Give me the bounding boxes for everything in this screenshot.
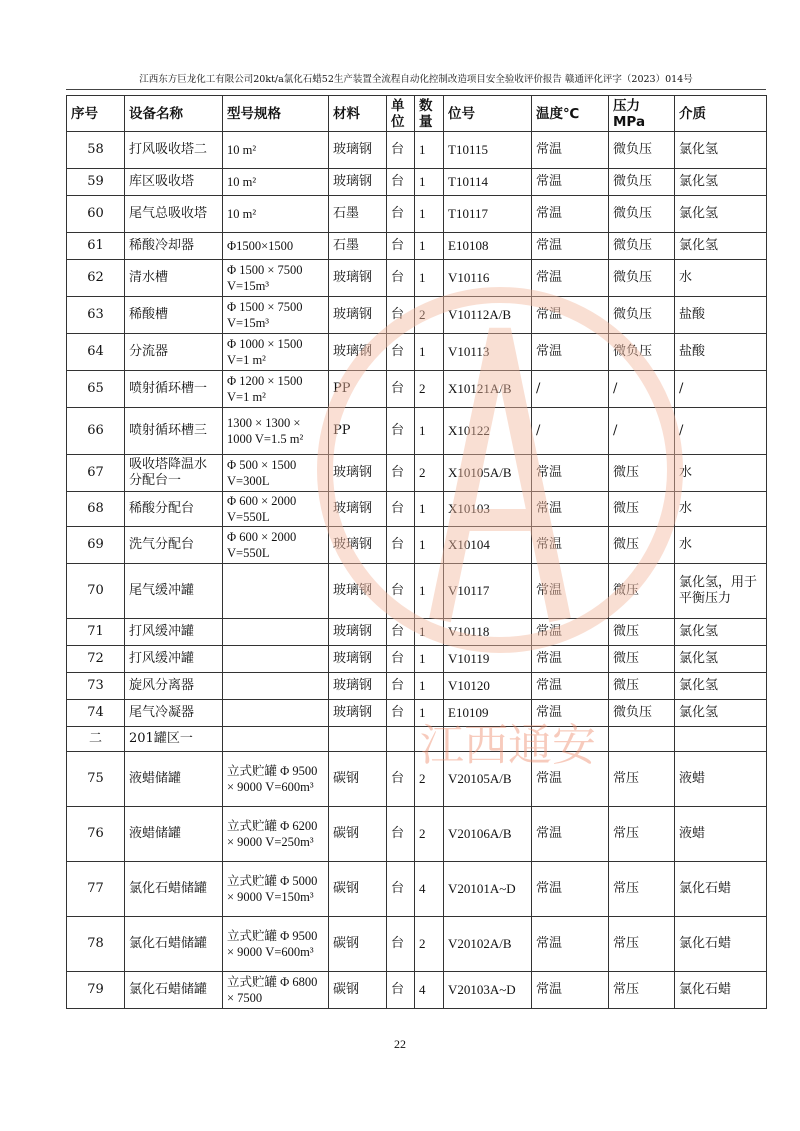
cell-material: 玻璃钢 <box>329 492 387 527</box>
cell-pressure: 微负压 <box>609 233 675 260</box>
cell-no: 76 <box>67 807 125 862</box>
cell-unit: 台 <box>387 169 415 196</box>
cell-tag: V20102A/B <box>444 917 532 972</box>
cell-spec <box>223 727 329 752</box>
table-row <box>67 334 767 371</box>
cell-name: 洗气分配台 <box>125 527 223 564</box>
cell-temp: 常温 <box>532 260 609 297</box>
cell-unit: 台 <box>387 619 415 646</box>
cell-unit: 台 <box>387 260 415 297</box>
cell-material: 玻璃钢 <box>329 619 387 646</box>
cell-spec: 10 m² <box>223 132 329 169</box>
cell-medium: 氯化氢 <box>675 673 767 700</box>
cell-no: 78 <box>67 917 125 972</box>
cell-no: 66 <box>67 408 125 455</box>
cell-spec <box>223 700 329 727</box>
cell-name: 打风吸收塔二 <box>125 132 223 169</box>
cell-qty: 1 <box>415 700 444 727</box>
cell-temp: 常温 <box>532 673 609 700</box>
cell-medium: 盐酸 <box>675 334 767 371</box>
cell-pressure: 微负压 <box>609 260 675 297</box>
cell-name: 氯化石蜡储罐 <box>125 972 223 1009</box>
cell-medium: 水 <box>675 527 767 564</box>
cell-name: 稀酸冷却器 <box>125 233 223 260</box>
cell-spec: Φ1500×1500 <box>223 233 329 260</box>
cell-pressure: 微压 <box>609 619 675 646</box>
cell-no: 62 <box>67 260 125 297</box>
cell-medium: 氯化氢 <box>675 132 767 169</box>
cell-unit: 台 <box>387 455 415 492</box>
cell-material: PP <box>329 371 387 408</box>
cell-tag: V10113 <box>444 334 532 371</box>
cell-unit: 台 <box>387 492 415 527</box>
cell-tag: V10117 <box>444 564 532 619</box>
cell-spec: 1300 × 1300 × 1000 V=1.5 m² <box>223 408 329 455</box>
cell-temp: 常温 <box>532 455 609 492</box>
cell-unit: 台 <box>387 807 415 862</box>
cell-material: 碳钢 <box>329 807 387 862</box>
cell-qty <box>415 727 444 752</box>
cell-no: 74 <box>67 700 125 727</box>
cell-no: 59 <box>67 169 125 196</box>
cell-temp: / <box>532 408 609 455</box>
cell-spec <box>223 646 329 673</box>
cell-spec: Φ 600 × 2000 V=550L <box>223 492 329 527</box>
cell-medium: 液蜡 <box>675 807 767 862</box>
table-row <box>67 233 767 260</box>
cell-pressure: 微负压 <box>609 169 675 196</box>
cell-tag: X10103 <box>444 492 532 527</box>
cell-name: 稀酸槽 <box>125 297 223 334</box>
cell-material: 石墨 <box>329 196 387 233</box>
cell-no: 72 <box>67 646 125 673</box>
cell-no: 73 <box>67 673 125 700</box>
cell-unit: 台 <box>387 673 415 700</box>
cell-temp: 常温 <box>532 334 609 371</box>
table-row <box>67 408 767 455</box>
cell-no: 60 <box>67 196 125 233</box>
table-row <box>67 727 767 752</box>
cell-tag: V10120 <box>444 673 532 700</box>
cell-tag: X10121A/B <box>444 371 532 408</box>
col-header-spec: 型号规格 <box>223 96 329 132</box>
cell-pressure: / <box>609 408 675 455</box>
cell-no: 63 <box>67 297 125 334</box>
cell-unit <box>387 727 415 752</box>
cell-material: PP <box>329 408 387 455</box>
cell-pressure: 常压 <box>609 917 675 972</box>
table-row <box>67 673 767 700</box>
col-header-unit: 单位 <box>387 96 415 132</box>
cell-spec <box>223 564 329 619</box>
cell-material: 玻璃钢 <box>329 169 387 196</box>
table-row <box>67 619 767 646</box>
cell-material: 玻璃钢 <box>329 527 387 564</box>
cell-pressure: / <box>609 371 675 408</box>
col-header-temp: 温度℃ <box>532 96 609 132</box>
cell-qty: 1 <box>415 408 444 455</box>
table-row <box>67 260 767 297</box>
cell-name: 喷射循环槽一 <box>125 371 223 408</box>
cell-temp: 常温 <box>532 807 609 862</box>
cell-pressure: 微压 <box>609 646 675 673</box>
table-row <box>67 752 767 807</box>
cell-medium: / <box>675 371 767 408</box>
cell-qty: 2 <box>415 371 444 408</box>
cell-material: 玻璃钢 <box>329 455 387 492</box>
cell-medium: 氯化氢 <box>675 646 767 673</box>
cell-temp: 常温 <box>532 196 609 233</box>
cell-temp: 常温 <box>532 233 609 260</box>
col-header-no: 序号 <box>67 96 125 132</box>
cell-material: 玻璃钢 <box>329 260 387 297</box>
cell-qty: 1 <box>415 169 444 196</box>
cell-material: 玻璃钢 <box>329 297 387 334</box>
table-header-row <box>67 96 767 132</box>
cell-medium: 氯化石蜡 <box>675 862 767 917</box>
cell-unit: 台 <box>387 564 415 619</box>
cell-pressure: 微负压 <box>609 196 675 233</box>
cell-medium: 氯化石蜡 <box>675 972 767 1009</box>
table-row <box>67 455 767 492</box>
cell-pressure: 常压 <box>609 752 675 807</box>
cell-name: 清水槽 <box>125 260 223 297</box>
cell-no: 二 <box>67 727 125 752</box>
cell-material: 碳钢 <box>329 917 387 972</box>
cell-temp: 常温 <box>532 527 609 564</box>
cell-temp: 常温 <box>532 752 609 807</box>
cell-tag: T10114 <box>444 169 532 196</box>
cell-temp: 常温 <box>532 564 609 619</box>
cell-material: 石墨 <box>329 233 387 260</box>
cell-material <box>329 727 387 752</box>
cell-no: 58 <box>67 132 125 169</box>
cell-pressure: 常压 <box>609 862 675 917</box>
col-header-medium: 介质 <box>675 96 767 132</box>
cell-name: 液蜡储罐 <box>125 807 223 862</box>
cell-material: 玻璃钢 <box>329 700 387 727</box>
cell-name: 打风缓冲罐 <box>125 646 223 673</box>
watermark-text: 江西通安 <box>420 720 596 771</box>
table-row <box>67 196 767 233</box>
cell-spec: 10 m² <box>223 169 329 196</box>
cell-qty: 1 <box>415 673 444 700</box>
cell-material: 玻璃钢 <box>329 673 387 700</box>
cell-tag: V10119 <box>444 646 532 673</box>
table-row <box>67 371 767 408</box>
col-header-name: 设备名称 <box>125 96 223 132</box>
cell-material: 碳钢 <box>329 972 387 1009</box>
cell-qty: 1 <box>415 334 444 371</box>
cell-tag: X10105A/B <box>444 455 532 492</box>
cell-material: 玻璃钢 <box>329 646 387 673</box>
cell-no: 77 <box>67 862 125 917</box>
cell-qty: 4 <box>415 862 444 917</box>
table-row <box>67 807 767 862</box>
col-header-material: 材料 <box>329 96 387 132</box>
col-header-tag: 位号 <box>444 96 532 132</box>
cell-spec: Φ 1500 × 7500 V=15m³ <box>223 297 329 334</box>
cell-tag: V20101A~D <box>444 862 532 917</box>
cell-tag: V20103A~D <box>444 972 532 1009</box>
cell-qty: 1 <box>415 132 444 169</box>
cell-tag: X10104 <box>444 527 532 564</box>
cell-unit: 台 <box>387 752 415 807</box>
cell-unit: 台 <box>387 334 415 371</box>
cell-material: 玻璃钢 <box>329 132 387 169</box>
cell-unit: 台 <box>387 646 415 673</box>
cell-pressure: 微负压 <box>609 132 675 169</box>
cell-medium: 氯化氢 <box>675 196 767 233</box>
cell-no: 79 <box>67 972 125 1009</box>
cell-unit: 台 <box>387 408 415 455</box>
cell-tag: V10118 <box>444 619 532 646</box>
cell-no: 65 <box>67 371 125 408</box>
cell-tag: T10117 <box>444 196 532 233</box>
table-row <box>67 646 767 673</box>
cell-pressure: 微负压 <box>609 334 675 371</box>
cell-name: 喷射循环槽三 <box>125 408 223 455</box>
cell-no: 71 <box>67 619 125 646</box>
cell-no: 70 <box>67 564 125 619</box>
cell-no: 75 <box>67 752 125 807</box>
cell-material: 碳钢 <box>329 862 387 917</box>
cell-spec: 立式贮罐 Φ 9500 × 9000 V=600m³ <box>223 917 329 972</box>
table-row <box>67 917 767 972</box>
table-row <box>67 169 767 196</box>
table-row <box>67 527 767 564</box>
cell-unit: 台 <box>387 371 415 408</box>
cell-temp: 常温 <box>532 972 609 1009</box>
cell-tag: X10122 <box>444 408 532 455</box>
cell-temp: 常温 <box>532 646 609 673</box>
cell-qty: 2 <box>415 807 444 862</box>
table-row <box>67 862 767 917</box>
cell-medium: 水 <box>675 455 767 492</box>
cell-medium: 液蜡 <box>675 752 767 807</box>
cell-spec: 立式贮罐 Φ 9500 × 9000 V=600m³ <box>223 752 329 807</box>
cell-qty: 1 <box>415 564 444 619</box>
page-number: 22 <box>394 1037 406 1051</box>
cell-medium: / <box>675 408 767 455</box>
cell-name: 旋风分离器 <box>125 673 223 700</box>
cell-tag: T10115 <box>444 132 532 169</box>
cell-name: 尾气缓冲罐 <box>125 564 223 619</box>
cell-qty: 1 <box>415 492 444 527</box>
cell-spec: Φ 1000 × 1500 V=1 m² <box>223 334 329 371</box>
cell-medium: 氯化石蜡 <box>675 917 767 972</box>
cell-name: 氯化石蜡储罐 <box>125 862 223 917</box>
cell-spec: 10 m² <box>223 196 329 233</box>
cell-qty: 2 <box>415 455 444 492</box>
cell-temp: 常温 <box>532 132 609 169</box>
cell-name: 吸收塔降温水分配台一 <box>125 455 223 492</box>
cell-qty: 1 <box>415 260 444 297</box>
equipment-table <box>66 95 767 1009</box>
cell-medium: 水 <box>675 492 767 527</box>
cell-pressure <box>609 727 675 752</box>
col-header-qty: 数量 <box>415 96 444 132</box>
cell-no: 61 <box>67 233 125 260</box>
cell-tag <box>444 727 532 752</box>
cell-spec: Φ 1200 × 1500 V=1 m² <box>223 371 329 408</box>
cell-pressure: 微压 <box>609 673 675 700</box>
cell-material: 玻璃钢 <box>329 564 387 619</box>
table-row <box>67 132 767 169</box>
cell-pressure: 微压 <box>609 564 675 619</box>
cell-spec <box>223 673 329 700</box>
cell-pressure: 微压 <box>609 527 675 564</box>
cell-name: 打风缓冲罐 <box>125 619 223 646</box>
cell-unit: 台 <box>387 132 415 169</box>
cell-qty: 2 <box>415 297 444 334</box>
cell-medium: 氯化氢 <box>675 233 767 260</box>
cell-qty: 1 <box>415 196 444 233</box>
cell-temp: 常温 <box>532 700 609 727</box>
cell-temp: 常温 <box>532 297 609 334</box>
cell-tag: V10112A/B <box>444 297 532 334</box>
cell-spec: Φ 600 × 2000 V=550L <box>223 527 329 564</box>
cell-unit: 台 <box>387 233 415 260</box>
cell-name: 201罐区一 <box>125 727 223 752</box>
table-row <box>67 972 767 1009</box>
cell-qty: 1 <box>415 233 444 260</box>
cell-name: 尾气总吸收塔 <box>125 196 223 233</box>
cell-spec: Φ 500 × 1500 V=300L <box>223 455 329 492</box>
table-row <box>67 564 767 619</box>
cell-material: 碳钢 <box>329 752 387 807</box>
cell-medium: 氯化氢，用于平衡压力 <box>675 564 767 619</box>
cell-temp <box>532 727 609 752</box>
cell-name: 氯化石蜡储罐 <box>125 917 223 972</box>
cell-name: 稀酸分配台 <box>125 492 223 527</box>
cell-name: 液蜡储罐 <box>125 752 223 807</box>
cell-temp: 常温 <box>532 492 609 527</box>
cell-name: 尾气冷凝器 <box>125 700 223 727</box>
cell-temp: 常温 <box>532 862 609 917</box>
cell-medium: 氯化氢 <box>675 169 767 196</box>
cell-temp: 常温 <box>532 619 609 646</box>
cell-pressure: 微压 <box>609 492 675 527</box>
cell-qty: 1 <box>415 527 444 564</box>
cell-spec: Φ 1500 × 7500 V=15m³ <box>223 260 329 297</box>
cell-material: 玻璃钢 <box>329 334 387 371</box>
cell-name: 库区吸收塔 <box>125 169 223 196</box>
cell-unit: 台 <box>387 862 415 917</box>
cell-qty: 1 <box>415 646 444 673</box>
cell-spec <box>223 619 329 646</box>
cell-tag: V10116 <box>444 260 532 297</box>
cell-qty: 1 <box>415 619 444 646</box>
table-row <box>67 700 767 727</box>
cell-tag: V20106A/B <box>444 807 532 862</box>
cell-no: 67 <box>67 455 125 492</box>
cell-unit: 台 <box>387 917 415 972</box>
cell-no: 68 <box>67 492 125 527</box>
cell-qty: 2 <box>415 917 444 972</box>
table-row <box>67 297 767 334</box>
table-row <box>67 492 767 527</box>
cell-tag: E10109 <box>444 700 532 727</box>
cell-unit: 台 <box>387 527 415 564</box>
cell-spec: 立式贮罐 Φ 6200 × 9000 V=250m³ <box>223 807 329 862</box>
cell-no: 69 <box>67 527 125 564</box>
cell-pressure: 微负压 <box>609 700 675 727</box>
cell-medium <box>675 727 767 752</box>
cell-pressure: 微负压 <box>609 297 675 334</box>
cell-name: 分流器 <box>125 334 223 371</box>
cell-spec: 立式贮罐 Φ 6800 × 7500 <box>223 972 329 1009</box>
cell-qty: 4 <box>415 972 444 1009</box>
cell-spec: 立式贮罐 Φ 5000 × 9000 V=150m³ <box>223 862 329 917</box>
cell-no: 64 <box>67 334 125 371</box>
cell-unit: 台 <box>387 972 415 1009</box>
report-header: 江西东方巨龙化工有限公司20kt/a氯化石蜡52生产装置全流程自动化控制改造项目安全验收评价报告 赣通评化评字（2023）014号 <box>66 71 766 90</box>
cell-pressure: 常压 <box>609 807 675 862</box>
cell-temp: 常温 <box>532 169 609 196</box>
cell-tag: E10108 <box>444 233 532 260</box>
cell-medium: 盐酸 <box>675 297 767 334</box>
cell-tag: V20105A/B <box>444 752 532 807</box>
cell-unit: 台 <box>387 297 415 334</box>
cell-temp: / <box>532 371 609 408</box>
cell-pressure: 微压 <box>609 455 675 492</box>
cell-unit: 台 <box>387 196 415 233</box>
cell-unit: 台 <box>387 700 415 727</box>
cell-temp: 常温 <box>532 917 609 972</box>
cell-pressure: 常压 <box>609 972 675 1009</box>
col-header-pressure: 压力MPa <box>609 96 675 132</box>
cell-qty: 2 <box>415 752 444 807</box>
cell-medium: 氯化氢 <box>675 700 767 727</box>
cell-medium: 氯化氢 <box>675 619 767 646</box>
cell-medium: 水 <box>675 260 767 297</box>
